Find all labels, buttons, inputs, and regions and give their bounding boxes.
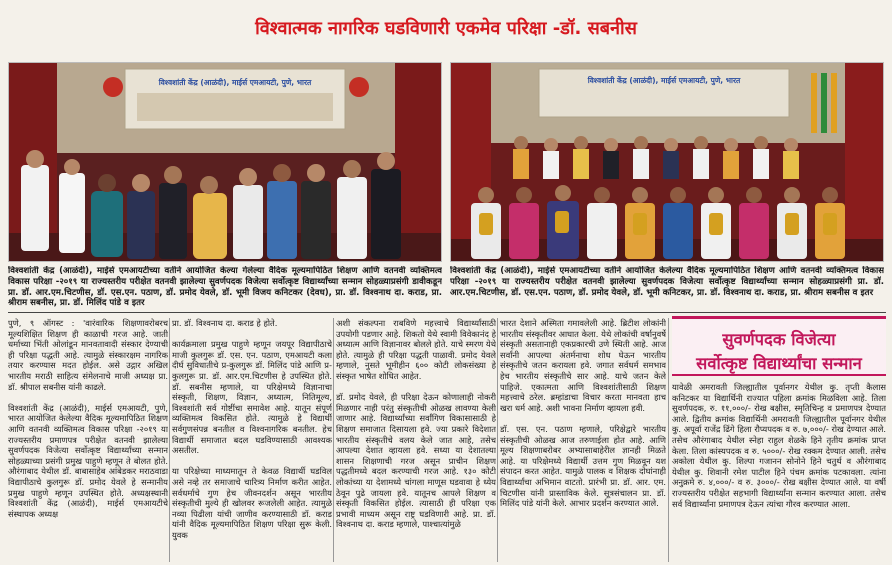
article-column-4-text: भारत देशाने अस्मिता गमावलेली आहे. ब्रिटीश लोकांनी भारतीय संस्कृतीवर आघात केला. येथे लोकांची वर्षानुवर्षे संस्कृती असतानाही एकप्रकारची उणे स्थिती आहे. आज सर्वांनी आपल्या अंतर्मनाचा शोध घेऊन भारतीय संस्कृतीचे जतन करायला हवे. जगात सर्वधर्म समभाव हेच भारतीय संस्कृतीचे सार आहे. याचे जतन केले पाहिजे. एकात्मता आणि विश्वशांतीसाठी शिक्षण महत्त्वाचे ठरेल. ब्रम्हांडाचा विचार करता मानवता हाच खरा धर्म आहे. अशी भावना निर्माण व्हायला हवी. डॉ. एस. एन. पठाण म्हणाले, परिक्षेद्वारे भारतीय संस्कृतीची ओळख आज तरुणाईला होत आहे. आणि मूल्य शिक्षणाबरोबर अभ्यासाबाहेरील ज्ञानही मिळते आहे. या परिक्षेमध्ये विद्यार्थी उत्तम गुण मिळवून यश संपादन करत आहेत. यामुळे पालक व शिक्षक दोघांनाही विद्यार्थ्यांचा अभिमान वाटतो. प्रारंभी प्रा. डॉ. आर. एम. चिटणीस यांनी प्रास्ताविक केले. सूत्रसंचालन प्रा. डॉ. मिलिंद पांडे यांनी केले. आभार प्रदर्शन करण्यात आले. (500, 318, 666, 509)
sidebar-heading-box (672, 316, 886, 376)
divider-horizontal (8, 312, 886, 313)
article-column-4 (500, 318, 666, 562)
divider-vertical-3 (497, 318, 498, 562)
sidebar-title-line-2: सर्वोत्कृष्ट विद्यार्थ्यांचा सन्मान (696, 354, 862, 373)
article-column-1-text: पुणे, ९ ऑगस्ट : 'वारंवारिक शिक्षणावरोबरच मूल्यशिक्षित शिक्षण ही काळाची गरज आहे. जाती धर्माच्या भिंती ओलांडून मानवतावादी संस्कार देण्याची ही परिक्षा पद्धती आहे. त्यामुळे संस्कारक्षम नागरिक तयार करण्यास मदत होईल. असे उद्गार अखिल भारतीय मराठी साहित्य संमेलनाचे माजी अध्यक्ष प्रा. डॉ. श्रीपाल सबनीस यांनी काढले. विश्वशांती केंद्र (आळंदी), माईर्स एमआयटी, पुणे, भारत आयोजित केलेल्या वैदिक मूल्यमापिठित शिक्षण आणि वतनवी व्यक्तिमत्व विकास परिक्षा -२०१९ या राज्यस्तरीय प्रमाणपत्र परीक्षेत वतनवी झालेल्या सुवर्णपदक विजेत्या सर्वोत्कृष्ट विद्यार्थ्यांच्या सन्मान सोहळ्याच्या प्रसंगी प्रमुख पाहुणे म्हणून ते बोलत होते. औरंगाबाद येथील डॉ. बाबासाहेब आंबेडकर मराठवाडा विद्यापीठाचे कुलगुरू डॉ. प्रमोद येवले हे सन्मानीय प्रमुख पाहुणे म्हणून उपस्थित होते. अध्यक्षस्थानी विश्वशांती केंद्र (आळंदी), माईर्स एमआयटीचे संस्थापक अध्यक्ष (8, 318, 168, 519)
sidebar-title-line-1: सुवर्णपदक विजेत्या (722, 330, 836, 349)
photo-left-graphic (9, 63, 442, 262)
headline: विश्वात्मक नागरिक घडविणारी एकमेव परिक्षा -डॉ. सबनीस (255, 18, 637, 39)
article-column-3 (336, 318, 496, 562)
article-column-3-text: अशी संकल्पना राबविणे महत्त्वाचे विद्यार्थ्यांसाठी उपयोगी पडणार आहे. शिकतो येथे स्वामी विवेकानंद हे अध्यात्म आणि विज्ञानावर बोलले होते. याचे स्मरण येथे होते. त्यामुळे ही परिक्षा पद्धती पाळावी. प्रमोद येवले म्हणाले, नुसते भूमीहीन ६०० कोटी लोकसंख्या हे संस्कृत भाषेत शोधित आहेत. डॉ. प्रमोद येवले, ही परिक्षा देऊन कोणालाही नोकरी मिळणार नाही परंतु संस्कृतीची ओळख लावण्या केली जाणार आहे. विद्यार्थ्यांच्या सर्वांगिण विकासासाठी हे शिक्षण समाजात दिसायला हवे. ज्या प्रकारे विदेशात भारतीय संस्कृतीचे वलय केले जात आहे, तसेच आपल्या देशात व्हायला हवे. सध्या या देशातल्या शासन शिक्षणाची गरज असून प्राचीन शिक्षण पद्धतीमध्ये बदल करण्याची गरज आहे. १३० कोटी लोकांच्या या देशामध्ये चांगला माणूस घडवावा हे ध्येय ठेवून पुढे जायला हवे. यातूनच आपले शिक्षण व संस्कृती विकसित होईल. त्यासाठी ही परिक्षा एक प्रभावी माध्यम असून राष्ट्र घडविणारी आहे. प्रा. डॉ. विश्वनाथ दा. कराड म्हणाले, पाश्चात्यांमुळे (336, 318, 496, 530)
divider-vertical-1 (169, 318, 170, 562)
article-column-2-text: प्रा. डॉ. विश्वनाथ दा. कराड हे होते. कार्यक्रमाला प्रमुख पाहुणे म्हणून जयपूर विद्यापीठाचे माजी कुलगुरू डॉ. एस. एन. पठाण, एमआयटी कला दीर्घ सुविधातीचे प्र-कुलगुरू डॉ. मिलिंद पांडे आणि प्र-कुलगुरू प्रा. डॉ. आर.एम.चिटणीस हे उपस्थित होते. डॉ. सबनीस म्हणाले, या परिक्षेमध्ये विज्ञानाचा संस्कृती, शिक्षण, विज्ञान, अध्यात्म, नितिमूल्य, विश्वशांती सर्व गोष्टींचा समावेश आहे. यातून संपूर्ण व्यक्तिमत्व विकसित होते. त्यामुळे हे विद्यार्थी सर्वगुणसंपन्न बनतील व विश्वनागरिक बनतील. हेच विद्यार्थी समाजात बदल घडविण्यासाठी आवश्यक असतील. या परिक्षेच्या माध्यमातून ते केवळ विद्यार्थी घडविल असे नव्हे तर समाजाचे चारित्र्य निर्माण करीत आहेत. सर्वधर्माचे गुण हेच जीवनदर्शन असून भारतीय संस्कृतीची मुल्ये ही खोलवर रूजलेली आहेत. त्यामुळे नव्या पिढीला यांची जाणीव करण्यासाठी डॉ. कराड यांनी वैदिक मूल्यमापिठित शिक्षण परिक्षा सुरू केली. युवक (172, 318, 332, 540)
divider-vertical-2 (333, 318, 334, 562)
sidebar-body-text: यावेळी अमरावती जिल्ह्यातील पूर्वानगर येथील कु. तृप्ती कैलास कनिटकर या विद्यार्थिनी राज्यात पहिला क्रमांक मिळविला आहे. तिला सुवर्णपदक, रु. ११,०००/- रोख बक्षीस, स्मृतिचिन्ह व प्रमाणपत्र देण्यात आले. द्वितीय क्रमांक विद्यार्थिनी अमरावती जिल्ह्यातील पूर्वानगर येथील कु. अपूर्वा राजेंद्र ढिंगे हिला रौप्यपदक व रु. ७,०००/- रोख देण्यात आले. तसेच औरंगाबाद येथील स्नेहा राहुल शेळके हिने तृतीय क्रमांक प्राप्त केला. तिला कांस्यपदक व रु. ५०००/- रोख रक्कम देण्यात आली. तसेच अकोला येथील कु. शिल्पा गजानन सोनोने हिने चतुर्थ व औरंगाबाद येथील कु. शिवानी रमेश पाटील हिने पंचम क्रमांक पटकावला. त्यांना अनुक्रमे रु. ४,०००/- व रु. ३०००/- रोख बक्षीस देण्यात आले. या वर्षी राज्यस्तरीय परीक्षेत सहभागी विद्यार्थ्यांना सन्मान करण्यात आला. तसेच सर्व विद्यार्थ्यांना प्रमाणपत्र देऊन त्यांचा गौरव करण्यात आला. (672, 382, 886, 509)
article-column-1 (8, 318, 168, 562)
photo-right-graphic (451, 63, 884, 262)
event-photo-left (8, 62, 442, 262)
photo-left-banner-text: विश्वशांती केंद्र (आळंदी), माईर्स एमआयटी, पुणे, भारत (158, 78, 312, 87)
event-photo-right (450, 62, 884, 262)
photo-right-banner-text: विश्वशांती केंद्र (आळंदी), माईर्स एमआयटी, पुणे, भारत (587, 76, 741, 85)
photo-caption-left: विश्वशांती केंद्र (आळंदी), माईर्स एमआयटीच्या वतीने आयोजित केल्या गेलेल्या वैदिक मूल्यमापिठित शिक्षण आणि वतनवी व्यक्तिमत्व विकास परिक्षा -२०१९ या राज्यस्तरीय परीक्षेत वतनवी झालेल्या सुवर्णपदक विजेत्या सर्वोत्कृष्ट विद्यार्थ्यांच्या सन्मान सोहळ्याप्रसंगी डावीकडून प्रा. डॉ. आर.एम.चिटणीस, डॉ. एस.एन. पठाण, डॉ. प्रमोद येवले, डॉ. भूमी विजय कनिटकर (देवध), प्रा. डॉ. विश्वनाथ दा. कराड, प्रा. श्रीराम सबनीस, प्रा. डॉ. मिलिंद पांडे व इतर (8, 266, 442, 309)
photo-caption-right: विश्वशांती केंद्र (आळंदी), माईर्स एमआयटीच्या वतीने आयोजित केलेल्या वैदिक मूल्यमापिठित शिक्षण आणि वतनवी व्यक्तिमत्व विकास परिक्षा -२०१९ या राज्यस्तरीय परीक्षेत वतनवी झालेल्या सुवर्णपदक विजेत्या सर्वोत्कृष्ट विद्यार्थ्यांच्या सन्मान सोहळ्याप्रसंगी प्रा. डॉ. आर.एम.चिटणीस, डॉ. एस.एन. पठाण, डॉ. प्रमोद येवले, डॉ. भूमी कनिटकर, प्रा. डॉ. विश्वनाथ दा. कराड, प्रा. श्रीराम सबनीस व इतर (450, 266, 884, 298)
divider-vertical-4 (668, 318, 669, 562)
article-column-2 (172, 318, 332, 562)
